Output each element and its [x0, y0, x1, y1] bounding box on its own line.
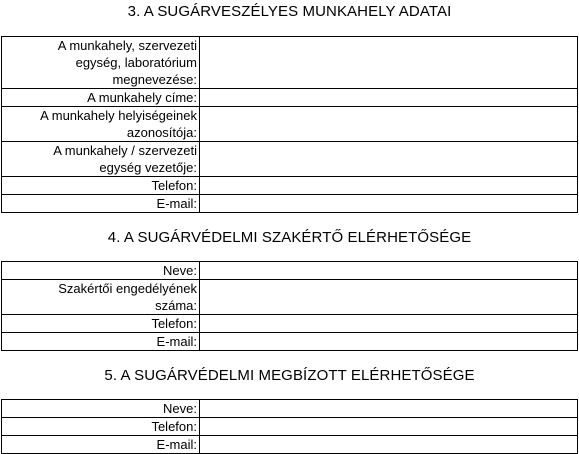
field-label: [2, 177, 200, 195]
table-row: [2, 333, 578, 351]
field-label-line: megnevezése:: [112, 72, 197, 87]
field-label-line: azonosítója:: [126, 125, 197, 140]
officer-phone-field[interactable]: [200, 418, 578, 436]
section-4-title: 4. A SUGÁRVÉDELMI SZAKÉRTŐ ELÉRHETŐSÉGE: [107, 229, 472, 246]
field-label: [2, 280, 200, 315]
unit-head-field[interactable]: [200, 142, 578, 177]
table-row: [2, 262, 578, 280]
section-3-table: [1, 36, 578, 213]
expert-email-field[interactable]: [200, 333, 578, 351]
field-label-line: E-mail:: [156, 196, 197, 211]
table-row: [2, 89, 578, 107]
table-row: [2, 418, 578, 436]
field-label-line: E-mail:: [156, 437, 197, 452]
field-label-line: Telefon:: [151, 316, 197, 331]
officer-email-field[interactable]: [200, 436, 578, 454]
email-field[interactable]: [200, 195, 578, 213]
table-row: [2, 177, 578, 195]
field-label-line: Neve:: [163, 263, 197, 278]
field-label-line: A munkahely / szervezeti: [53, 143, 197, 158]
officer-name-field[interactable]: [200, 400, 578, 418]
field-label-line: egység vezetője:: [99, 160, 197, 175]
table-row: [2, 195, 578, 213]
field-label-line: Szakértői engedélyének: [58, 281, 197, 296]
field-label: [2, 315, 200, 333]
field-label: [2, 262, 200, 280]
field-label-line: Telefon:: [151, 178, 197, 193]
field-label: [2, 418, 200, 436]
field-label-line: E-mail:: [156, 334, 197, 349]
expert-phone-field[interactable]: [200, 315, 578, 333]
table-row: [2, 436, 578, 454]
field-label: [2, 142, 200, 177]
expert-name-field[interactable]: [200, 262, 578, 280]
table-row: [2, 107, 578, 142]
table-row: [2, 37, 578, 89]
section-5-table: [1, 399, 578, 454]
table-row: [2, 280, 578, 315]
table-row: [2, 400, 578, 418]
field-label: [2, 37, 200, 89]
section-5-title: 5. A SUGÁRVÉDELMI MEGBÍZOTT ELÉRHETŐSÉGE: [104, 367, 475, 384]
field-label-line: Telefon:: [151, 419, 197, 434]
room-id-field[interactable]: [200, 107, 578, 142]
workplace-name-field[interactable]: [200, 37, 578, 89]
section-3-title: 3. A SUGÁRVESZÉLYES MUNKAHELY ADATAI: [127, 3, 452, 20]
workplace-address-field[interactable]: [200, 89, 578, 107]
field-label: [2, 195, 200, 213]
field-label-line: A munkahely címe:: [87, 90, 197, 105]
table-row: [2, 315, 578, 333]
phone-field[interactable]: [200, 177, 578, 195]
field-label: [2, 89, 200, 107]
field-label: [2, 436, 200, 454]
license-number-field[interactable]: [200, 280, 578, 315]
field-label-line: egység, laboratórium: [75, 55, 197, 70]
field-label-line: A munkahely, szervezeti: [57, 38, 197, 53]
section-4-table: [1, 261, 578, 351]
field-label-line: Neve:: [163, 401, 197, 416]
field-label: [2, 107, 200, 142]
field-label-line: száma:: [155, 298, 197, 313]
field-label-line: A munkahely helyiségeinek: [40, 108, 197, 123]
field-label: [2, 333, 200, 351]
table-row: [2, 142, 578, 177]
field-label: [2, 400, 200, 418]
